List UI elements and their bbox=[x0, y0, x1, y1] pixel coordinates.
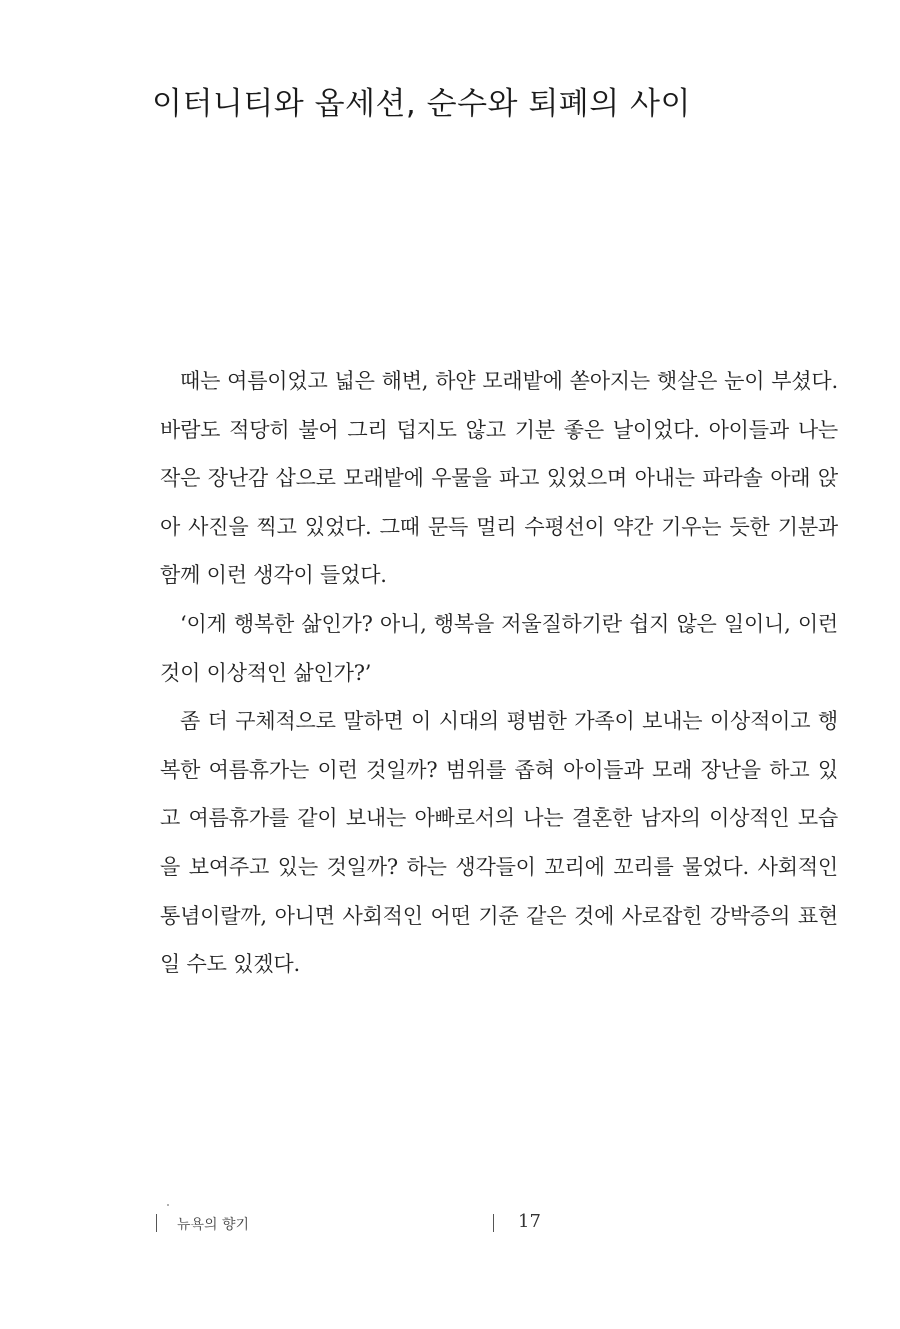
paragraph-2: ‘이게 행복한 삶인가? 아니, 행복을 저울질하기란 쉽지 않은 일이니, 이런 것이 이상적인 삶인가?’ bbox=[160, 611, 838, 685]
paragraph-1: 때는 여름이었고 넓은 해변, 하얀 모래밭에 쏟아지는 햇살은 눈이 부셨다. 바람도 적당히 불어 그리 덥지도 않고 기분 좋은 날이었다. 아이들과 나는 작은 장난감 삽으로 모래밭에 우물을 파고 있었으며 아내는 파라솔 아래 앉아 사진을 찍고 있었다. 그때 문득 멀리 수평선이 약간 기우는 듯한 기분과 함께 이런 생각이 들었다. bbox=[160, 369, 838, 588]
footer-divider-left bbox=[156, 1214, 157, 1232]
body-text bbox=[160, 357, 838, 989]
chapter-title: 이터니티와 옵세션, 순수와 퇴폐의 사이 bbox=[152, 86, 691, 122]
footer-divider-right bbox=[493, 1214, 494, 1232]
page-number: 17 bbox=[518, 1211, 541, 1232]
page-footer bbox=[0, 1210, 900, 1240]
paragraph-3: 좀 더 구체적으로 말하면 이 시대의 평범한 가족이 보내는 이상적이고 행복한 여름휴가는 이런 것일까? 범위를 좁혀 아이들과 모래 장난을 하고 있고 여름휴가를 같이 보내는 아빠로서의 나는 결혼한 남자의 이상적인 모습을 보여주고 있는 것일까? 하는 생각들이 꼬리에 꼬리를 물었다. 사회적인 통념이랄까, 아니면 사회적인 어떤 기준 같은 것에 사로잡힌 강박증의 표현일 수도 있겠다. bbox=[160, 709, 838, 977]
footer-book-title: 뉴욕의 향기 bbox=[177, 1217, 250, 1233]
scan-speck bbox=[167, 1204, 169, 1206]
